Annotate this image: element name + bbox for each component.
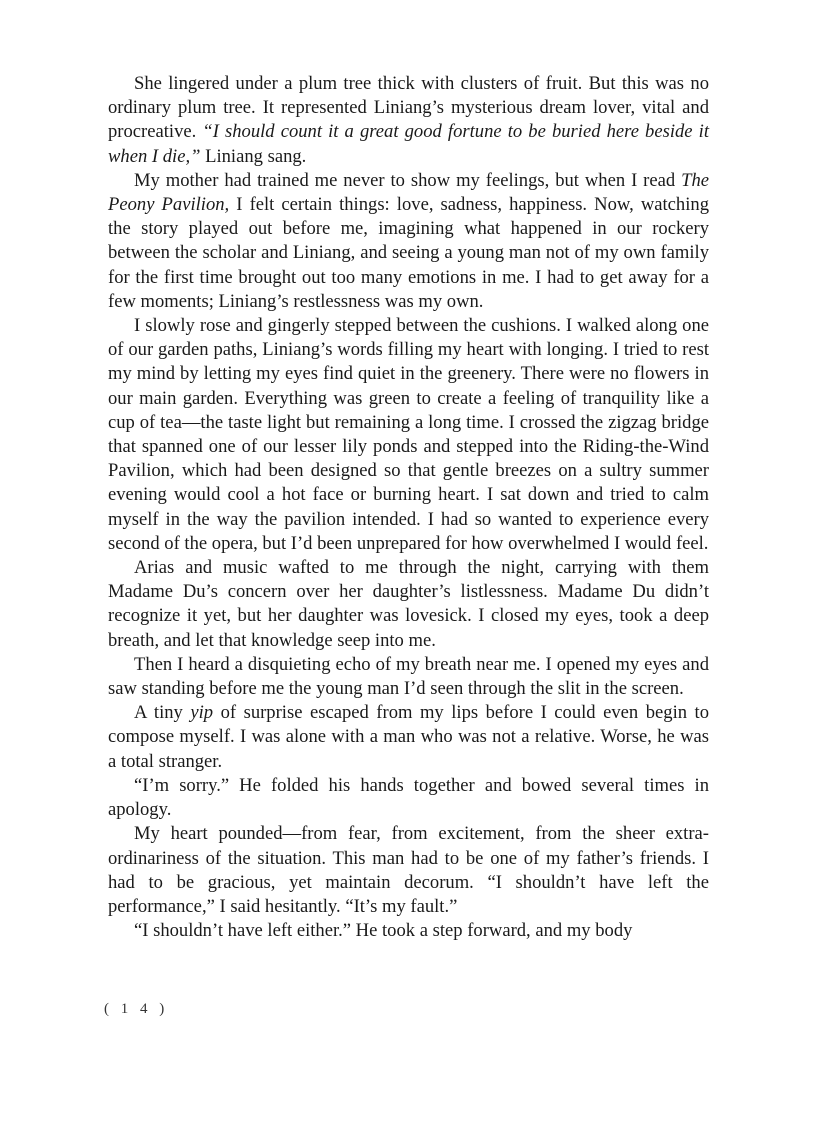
- paragraph: [108, 822, 709, 919]
- text-run: “I shouldn’t have left either.” He took a step forward, and my body: [134, 920, 633, 942]
- paragraph: [108, 701, 709, 774]
- text-run: A tiny: [134, 702, 191, 724]
- page-number: ( 1 4 ): [104, 1001, 169, 1017]
- text-run: of surprise escaped from my lips before I could even begin to compose myself. I was alone with a man who was not a relative. Worse, he was a total stranger.: [108, 702, 710, 772]
- italic-text: yip: [190, 702, 214, 724]
- italic-text: “I should count it a great good fortune to be buried here beside it when I die,”: [108, 121, 709, 167]
- text-run: She lingered under a plum tree thick with clusters of fruit. But this was no ordinary plum tree. It represented Liniang’s mysterious dream lover, vital and procreative.: [108, 73, 709, 143]
- paragraph: [108, 556, 709, 653]
- paragraph: [108, 314, 709, 556]
- text-run: Then I heard a disquieting echo of my breath near me. I opened my eyes and saw standing before me the young man I’d seen through the slit in the screen.: [108, 653, 709, 700]
- text-run: My mother had trained me never to show my feelings, but when I read: [134, 169, 682, 191]
- text-run: “I’m sorry.” He folded his hands together and bowed several times in apology.: [108, 774, 709, 821]
- text-run: I slowly rose and gingerly stepped between the cushions. I walked along one of our garden paths, Liniang’s words filling my heart with longing. I tried to rest my mind by letting my eyes find quiet in the greenery. There were no flowers in our main garden. Everything was green to create a feeling of tranquility like a cup of tea—the taste light but remaining a long time. I crossed the zigzag bridge that spanned one of our lesser lily ponds and stepped into the Riding-the-Wind Pavilion, which had been designed so that gentle breezes on a sultry summer evening would cool a hot face or burning heart. I sat down and tried to calm myself in the way the pavilion intended. I had so wanted to experience every second of the opera, but I’d been unprepared for how overwhelmed I would feel.: [108, 315, 709, 554]
- paragraph: [108, 169, 709, 314]
- text-run: I felt certain things: love, sadness, happiness. Now, watching the story played out before me, imagining what happened in our rockery between the scholar and Liniang, and seeing a young man not of my own family for the first time brought out too many emotions in me. I had to get away for a few moments; Liniang’s restlessness was my own.: [108, 194, 709, 312]
- paragraph: [108, 653, 709, 701]
- text-run: Arias and music wafted to me through the night, carrying with them Madame Du’s concern over her daughter’s listlessness. Madame Du didn’t recognize it yet, but her daughter was lovesick. I closed my eyes, took a deep breath, and let that knowledge seep into me.: [108, 557, 709, 651]
- text-run: My heart pounded—from fear, from excitement, from the sheer extraordinariness of the situation. This man had to be one of my father’s friends. I had to be gracious, yet maintain decorum. “I shouldn’t have left the performance,” I said hesitantly. “It’s my fault.”: [108, 823, 709, 917]
- paragraph: [108, 72, 709, 169]
- italic-text: The Peony Pavilion,: [108, 169, 709, 216]
- page-body: [108, 72, 709, 943]
- paragraph: [108, 774, 709, 822]
- paragraph: [108, 919, 709, 943]
- text-run: Liniang sang.: [200, 145, 307, 167]
